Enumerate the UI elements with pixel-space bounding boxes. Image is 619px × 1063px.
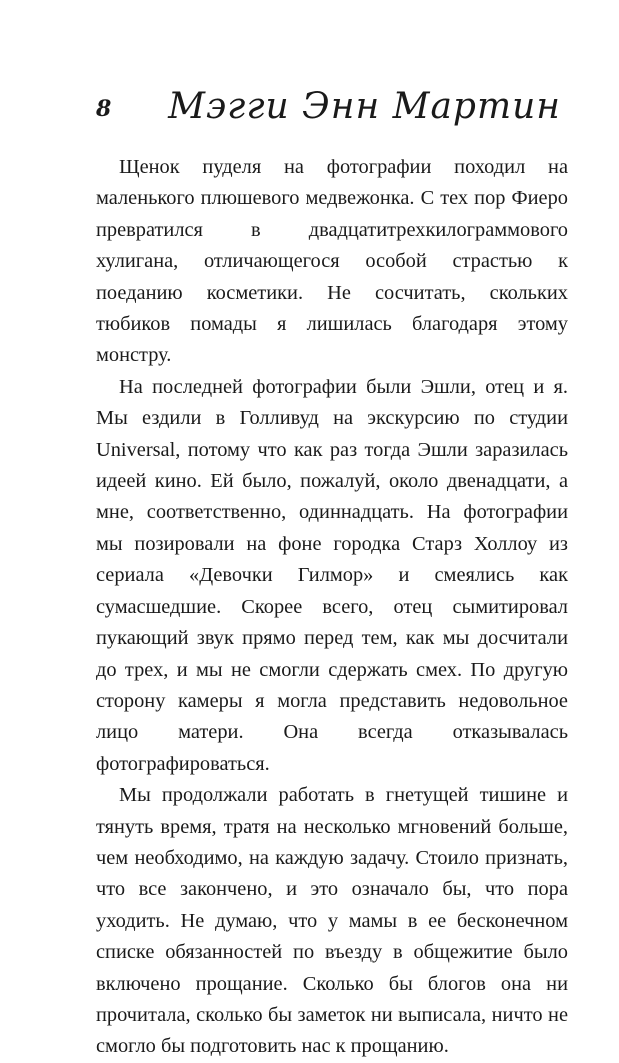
paragraph-3: Мы продолжали работать в гнетущей тишине и тянуть время, тратя на несколько мгновений больше, чем необходимо, на каждую задачу. Стоило признать, что все закончено, и это означало бы, что пора уходить. Не думаю, что у мамы в ее бесконечном списке обязанностей по въезду в общежитие было включено прощание. Сколько бы блогов она ни прочитала, сколько бы заметок ни выписала, ничто не смогло бы подготовить нас к прощанию. — [96, 784, 568, 1058]
author-name: Мэгги Энн Мартин — [168, 86, 561, 127]
running-head — [96, 86, 561, 142]
paragraph-2: На последней фотографии были Эшли, отец и я. Мы ездили в Голливуд на экскурсию по студии Universal, потому что как раз тогда Эшли заразилась идеей кино. Ей было, пожалуй, около двенадцати, а мне, соответственно, одиннадцать. На фотографии мы позировали на фоне городка Старз Холлоу из сериала «Девочки Гилмор» и смеялись как сумасшедшие. Скорее всего, отец сымитировал пукающий звук прямо перед тем, как мы досчитали до трех, и мы не смогли сдержать смех. По другую сторону камеры я могла представить недовольное лицо матери. Она всегда отказывалась фотографироваться. — [96, 375, 568, 775]
body-text — [96, 152, 568, 1063]
paragraph-1: Щенок пуделя на фотографии походил на маленького плюшевого медвежонка. С тех пор Фиеро превратился в двадцатитрехкилограммового хулигана, отличающегося особой страстью к поеданию косметики. Не сосчитать, скольких тюбиков помады я лишилась благодаря этому монстру. — [96, 156, 568, 367]
page-number: 8 — [96, 96, 112, 122]
